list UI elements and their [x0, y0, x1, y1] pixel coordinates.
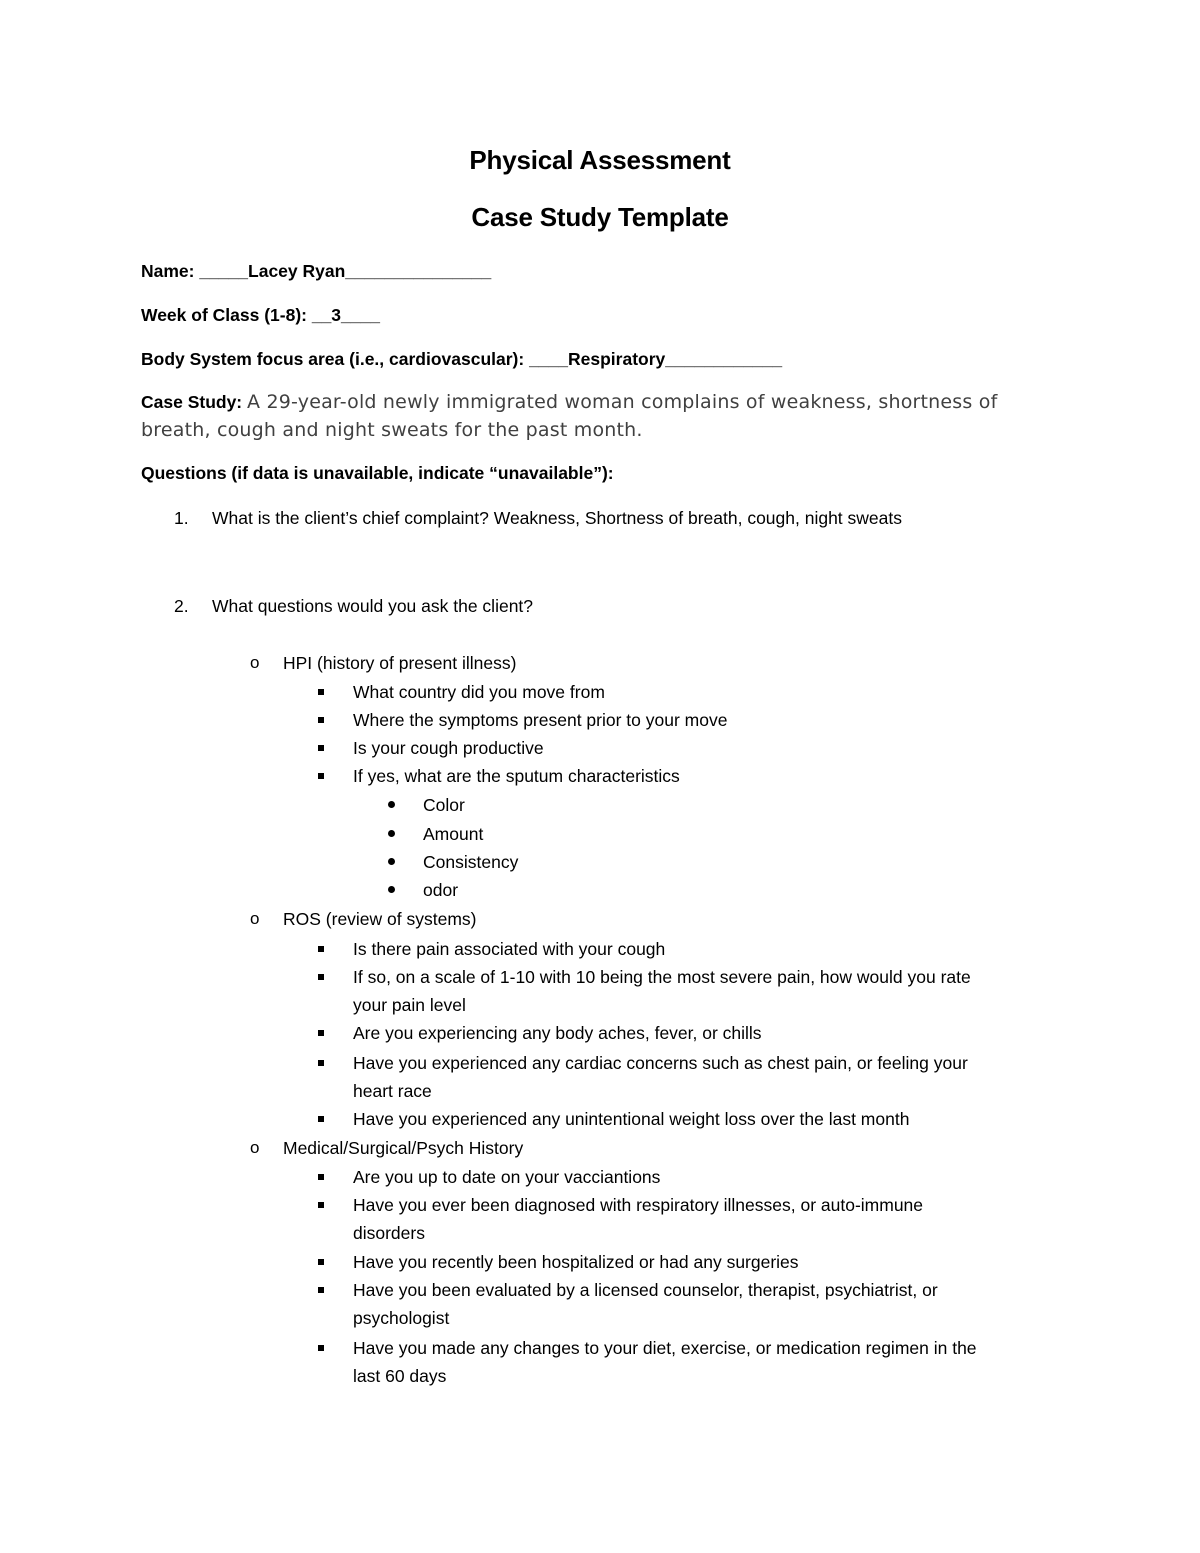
list-item: odor	[423, 880, 459, 900]
list-item: Consistency	[423, 852, 519, 872]
week-label: Week of Class (1-8):	[141, 305, 312, 325]
round-bullet-icon	[388, 801, 395, 808]
list-item: If yes, what are the sputum characteristics	[353, 766, 680, 786]
list-item: Is there pain associated with your cough	[353, 939, 666, 959]
square-bullet-icon	[318, 745, 324, 751]
circle-bullet-icon: o	[250, 653, 260, 672]
name-field	[141, 261, 491, 282]
list-item: Are you up to date on your vacciantions	[353, 1167, 661, 1187]
list-item: Are you experiencing any body aches, fever, or chills	[353, 1023, 762, 1043]
square-bullet-icon	[318, 1202, 324, 1208]
square-bullet-icon	[318, 1259, 324, 1265]
question-number: 2.	[174, 596, 189, 616]
list-item: Have you recently been hospitalized or had any surgeries	[353, 1252, 799, 1272]
list-item: Have you ever been diagnosed with respiratory illnesses, or auto-immune	[353, 1195, 924, 1215]
question-text: What questions would you ask the client?	[212, 596, 534, 616]
ros-heading: ROS (review of systems)	[283, 909, 477, 929]
square-bullet-icon	[318, 1060, 324, 1066]
square-bullet-icon	[318, 689, 324, 695]
square-bullet-icon	[318, 1116, 324, 1122]
list-item: Where the symptoms present prior to your move	[353, 710, 728, 730]
week-field	[141, 305, 380, 326]
document-subtitle: Case Study Template	[471, 202, 729, 232]
list-item: If so, on a scale of 1-10 with 10 being the most severe pain, how would you rate	[353, 967, 971, 987]
square-bullet-icon	[318, 1030, 324, 1036]
list-item: Color	[423, 795, 465, 815]
circle-bullet-icon: o	[250, 1138, 260, 1157]
round-bullet-icon	[388, 830, 395, 837]
list-item: Have you made any changes to your diet, exercise, or medication regimen in the	[353, 1338, 977, 1358]
square-bullet-icon	[318, 717, 324, 723]
square-bullet-icon	[318, 1287, 324, 1293]
history-heading: Medical/Surgical/Psych History	[283, 1138, 524, 1158]
name-value: _____Lacey Ryan_______________	[199, 261, 492, 281]
hpi-heading: HPI (history of present illness)	[283, 653, 517, 673]
list-item: Have you been evaluated by a licensed counselor, therapist, psychiatrist, or	[353, 1280, 938, 1300]
round-bullet-icon	[388, 886, 395, 893]
questions-label: Questions (if data is unavailable, indicate “unavailable”):	[141, 463, 614, 483]
question-number: 1.	[174, 508, 189, 528]
list-item-continuation: last 60 days	[353, 1366, 447, 1386]
case-study-text: A 29-year-old newly immigrated woman complains of weakness, shortness of breath, cough and night sweats for the past month.	[141, 391, 998, 441]
list-item-continuation: psychologist	[353, 1308, 450, 1328]
body-system-value: ____Respiratory____________	[529, 349, 783, 369]
list-item: Have you experienced any cardiac concerns such as chest pain, or feeling your	[353, 1053, 968, 1073]
square-bullet-icon	[318, 1174, 324, 1180]
case-study-label: Case Study:	[141, 392, 243, 412]
square-bullet-icon	[318, 974, 324, 980]
body-system-field	[141, 349, 782, 370]
list-item-continuation: heart race	[353, 1081, 432, 1101]
list-item: Amount	[423, 824, 484, 844]
list-item-continuation: disorders	[353, 1223, 425, 1243]
square-bullet-icon	[318, 1345, 324, 1351]
name-label: Name:	[141, 261, 200, 281]
list-item: What country did you move from	[353, 682, 605, 702]
list-item-continuation: your pain level	[353, 995, 466, 1015]
week-value: __3____	[311, 305, 380, 325]
body-system-label: Body System focus area (i.e., cardiovascular):	[141, 349, 530, 369]
square-bullet-icon	[318, 773, 324, 779]
square-bullet-icon	[318, 946, 324, 952]
case-study	[141, 388, 1071, 444]
list-item: Is your cough productive	[353, 738, 544, 758]
list-item: Have you experienced any unintentional weight loss over the last month	[353, 1109, 910, 1129]
document-title: Physical Assessment	[469, 145, 731, 175]
question-text: What is the client’s chief complaint? Weakness, Shortness of breath, cough, night sweats	[212, 508, 902, 528]
round-bullet-icon	[388, 858, 395, 865]
circle-bullet-icon: o	[250, 909, 260, 928]
